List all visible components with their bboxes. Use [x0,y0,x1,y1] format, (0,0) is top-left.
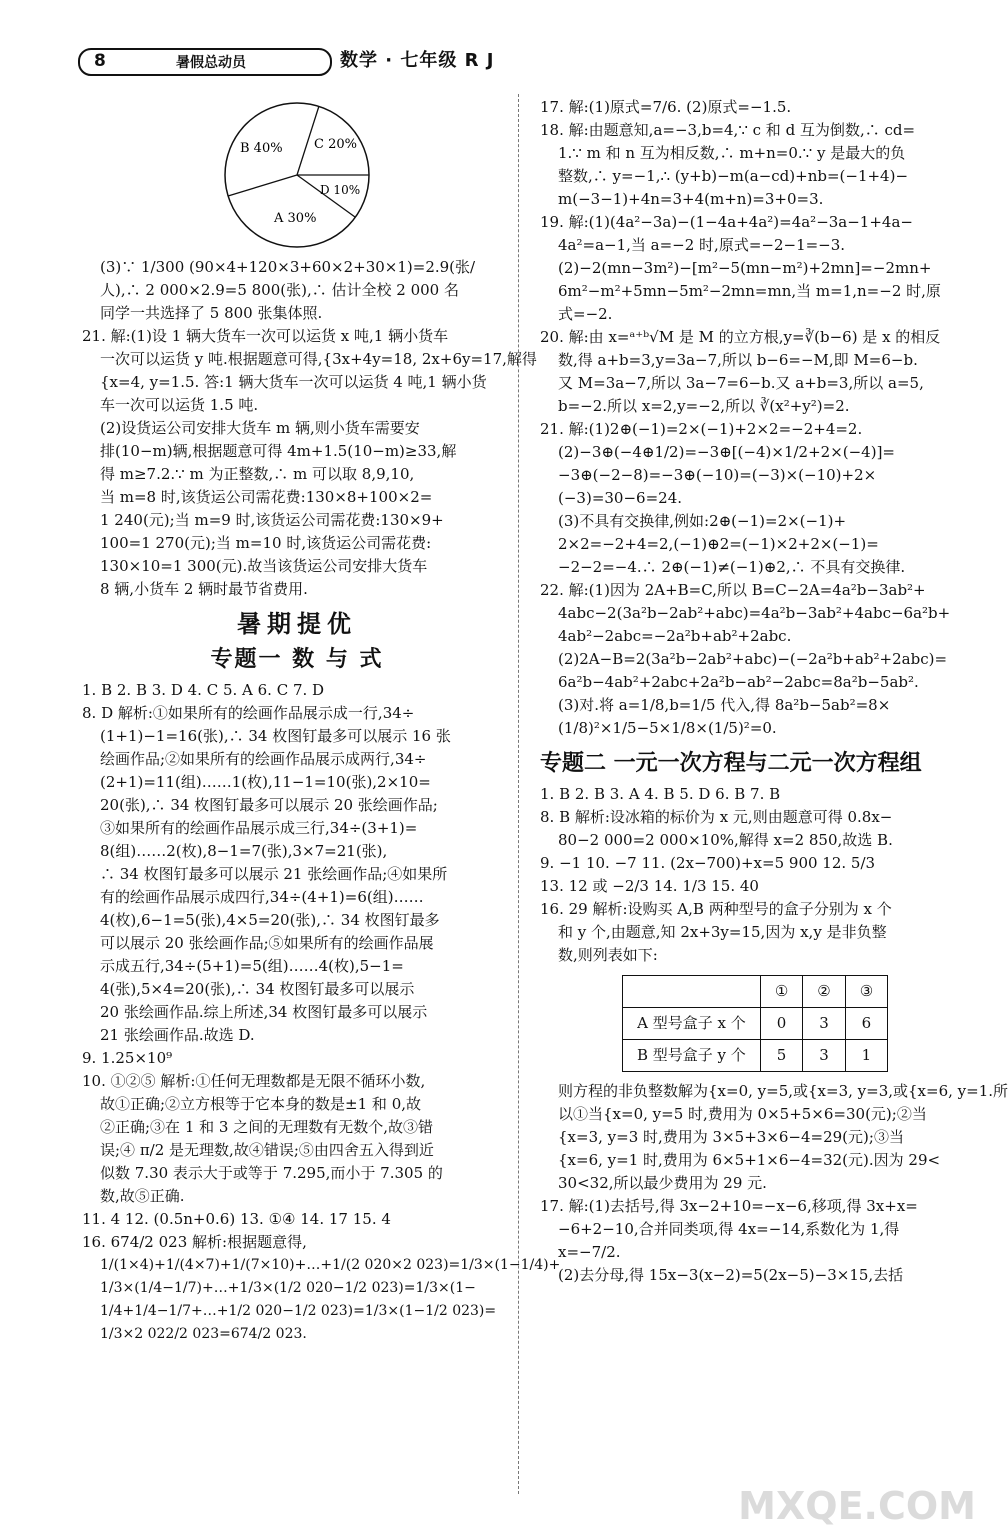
text-line: 30<32,所以最少费用为 29 元. [558,1174,767,1192]
text-line: 21. 解:(1)2⊕(−1)=2×(−1)+2×2=−2+4=2. [540,420,863,438]
text-line: 人),∴ 2 000×2.9=5 800(张),∴ 估计全校 2 000 名 [100,281,459,299]
text-line: 1.∵ m 和 n 互为相反数,∴ m+n=0.∵ y 是最大的负 [558,144,906,162]
text-line: 有的绘画作品展示成四行,34÷(4+1)=6(组)…… [100,888,424,906]
table-cell [623,976,761,1008]
text-line: 误;④ π/2 是无理数,故④错误;⑤由四舍五入得到近 [100,1141,434,1159]
text-line: (2)2A−B=2(3a²b−2ab²+abc)−(−2a²b+ab²+2abc)= [558,650,948,668]
table-cell: 6 [845,1008,887,1040]
right-column [540,96,1008,1287]
left-column [82,96,561,1346]
text-line: 1/3×2 022/2 023=674/2 023. [100,1326,307,1342]
table-cell: 5 [760,1040,802,1072]
text-line: (2)设货运公司安排大货车 m 辆,则小货车需要安 [100,419,420,437]
text-line: (1+1)−1=16(张),∴ 34 枚图钉最多可以展示 16 张 [100,727,451,745]
pie-divider [228,175,297,196]
text-line: 得 m≥7.2.∵ m 为正整数,∴ m 可以取 8,9,10, [100,465,415,483]
text-line: 20. 解:由 x=ᵃ⁺ᵇ√M 是 M 的立方根,y=∛(b−6) 是 x 的相反 [540,328,941,346]
table-row [623,1008,888,1040]
text-line: (2+1)=11(组)……1(枚),11−1=10(张),2×10= [100,773,431,791]
topic-1-answers [82,679,561,1346]
text-line: 18. 解:由题意知,a=−3,b=4,∵ c 和 d 互为倒数,∴ cd= [540,121,916,139]
text-line: −6+2−10,合并同类项,得 4x=−14,系数化为 1,得 [558,1220,900,1238]
topic-2-answers-cont [540,1080,1008,1287]
book-title: 数学 · 七年级 R J [340,50,495,71]
text-line: 4abc−2(3a²b−2ab²+abc)=4a²b−3ab²+4abc−6a²b+ [558,604,951,622]
text-line: {x=6, y=1 时,费用为 6×5+1×6−4=32(元).因为 29< [558,1151,941,1169]
text-line: 4(枚),6−1=5(张),4×5=20(张),∴ 34 枚图钉最多 [100,911,440,929]
topic-2-answers [540,783,968,967]
text-line: 和 y 个,由题意,知 2x+3y=15,因为 x,y 是非负整 [558,923,887,941]
table-cell: 3 [803,1008,845,1040]
text-line: 6a²b−4ab²+2abc+2a²b−ab²−2abc=8a²b−5ab². [558,673,919,691]
text-line: 100=1 270(元);当 m=10 时,该货运公司需花费: [100,534,432,552]
box-count-table [622,975,888,1072]
text-line: (3)对.将 a=1/8,b=1/5 代入,得 8a²b−5ab²=8× [558,696,891,714]
text-line: 车一次可以运货 1.5 吨. [100,396,259,414]
text-line: 9. −1 10. −7 11. (2x−700)+x=5 900 12. 5/3 [540,854,876,872]
text-line: b=−2.所以 x=2,y=−2,所以 ∛(x²+y²)=2. [558,397,850,415]
text-line: 8. B 解析:设冰箱的标价为 x 元,则由题意可得 0.8x− [540,808,893,826]
text-line: 19. 解:(1)(4a²−3a)−(1−4a+4a²)=4a²−3a−1+4a− [540,213,913,231]
pie-chart [222,100,372,250]
text-line: 8. D 解析:①如果所有的绘画作品展示成一行,34÷ [82,704,415,722]
text-line: 数,故⑤正确. [100,1187,185,1205]
text-line: 17. 解:(1)原式=7/6. (2)原式=−1.5. [540,98,792,116]
topic-1-title: 专题一 数 与 式 [210,647,384,672]
page-header [78,42,538,76]
page-number-badge [78,48,332,76]
text-line: 130×10=1 300(元).故当该货运公司安排大货车 [100,557,428,575]
text-line: 4(张),5×4=20(张),∴ 34 枚图钉最多可以展示 [100,980,415,998]
text-line: 同学一共选择了 5 800 张集体照. [100,304,323,322]
text-line: 似数 7.30 表示大于或等于 7.295,而小于 7.305 的 [100,1164,443,1182]
text-line: 10. ①②⑤ 解析:①任何无理数都是无限不循环小数, [82,1072,426,1090]
table-cell: ① [760,976,802,1008]
series-name: 暑假总动员 [176,55,246,71]
section-title: 暑期提优 [237,610,357,638]
text-line: 16. 29 解析:设购买 A,B 两种型号的盒子分别为 x 个 [540,900,892,918]
text-line: 4a²=a−1,当 a=−2 时,原式=−2−1=−3. [558,236,846,254]
text-line: 则方程的非负整数解为{x=0, y=5,或{x=3, y=3,或{x=6, y=1.所 [558,1082,1008,1100]
text-line: (3)不具有交换律,例如:2⊕(−1)=2×(−1)+ [558,512,847,530]
text-line: (2)−2(mn−3m²)−[m²−5(mn−m²)+2mn]=−2mn+ [558,259,932,277]
table-cell: ② [803,976,845,1008]
table-cell: 0 [760,1008,802,1040]
text-line: 又 M=3a−7,所以 3a−7=6−b.又 a+b=3,所以 a=5, [558,374,924,392]
text-line: 21. 解:(1)设 1 辆大货车一次可以运货 x 吨,1 辆小货车 [82,327,449,345]
text-line: 8(组)……2(枚),8−1=7(张),3×7=21(张), [100,842,388,860]
text-line: 1/4+1/4−1/7+…+1/2 020−1/2 023)=1/3×(1−1/2 023)= [100,1303,497,1319]
text-line: 8 辆,小货车 2 辆时最节省费用. [100,580,308,598]
text-line: 排(10−m)辆,根据题意可得 4m+1.5(10−m)≥33,解 [100,442,457,460]
watermark: MXQE.COM [738,1484,976,1528]
pie-label-c: C 20% [314,137,357,152]
text-line: 11. 4 12. (0.5n+0.6) 13. ①④ 14. 17 15. 4 [82,1210,391,1228]
text-line: {x=4, y=1.5. 答:1 辆大货车一次可以运货 4 吨,1 辆小货 [100,373,487,391]
text-line: 以①当{x=0, y=5 时,费用为 0×5+5×6=30(元);②当 [558,1105,927,1123]
text-line: 绘画作品;②如果所有的绘画作品展示成两行,34÷ [100,750,427,768]
text-line: 6m²−m²+5mn−5m²−2mn=mn,当 m=1,n=−2 时,原 [558,282,941,300]
text-line: −2−2=−4.∴ 2⊕(−1)≠(−1)⊕2,∴ 不具有交换律. [558,558,906,576]
pie-label-d: D 10% [320,183,361,197]
topic-2-title: 专题二 一元一次方程与二元一次方程组 [540,751,922,776]
text-line: 1/3×(1/4−1/7)+…+1/3×(1/2 020−1/2 023)=1/3×(1− [100,1280,476,1296]
text-line: ③如果所有的绘画作品展示成三行,34÷(3+1)= [100,819,418,837]
text-line: 1 240(元);当 m=9 时,该货运公司需花费:130×9+ [100,511,444,529]
text-line: 一次可以运货 y 吨.根据题意可得,{3x+4y=18, 2x+6y=17,解得 [100,350,537,368]
text-line: 数,则列表如下: [558,946,658,964]
text-line: (2)去分母,得 15x−3(x−2)=5(2x−5)−3×15,去括 [558,1266,904,1284]
text-line: x=−7/2. [558,1243,621,1261]
answers-17-22 [540,96,968,740]
text-line: 故①正确;②立方根等于它本身的数是±1 和 0,故 [100,1095,422,1113]
text-line: 数,得 a+b=3,y=3a−7,所以 b−6=−M,即 M=6−b. [558,351,918,369]
text-line: 20(张),∴ 34 枚图钉最多可以展示 20 张绘画作品; [100,796,438,814]
text-line: m(−3−1)+4n=3+4(m+n)=3+0=3. [558,190,824,208]
pie-label-a: A 30% [274,211,317,226]
text-line: 22. 解:(1)因为 2A+B=C,所以 B=C−2A=4a²b−3ab²+ [540,581,926,599]
text-line: 1. B 2. B 3. D 4. C 5. A 6. C 7. D [82,681,325,699]
text-line: ∴ 34 枚图钉最多可以展示 21 张绘画作品;④如果所 [100,865,448,883]
table-cell: 1 [845,1040,887,1072]
page-number: 8 [94,51,106,71]
text-line: 可以展示 20 张绘画作品;⑤如果所有的绘画作品展 [100,934,434,952]
text-line: 2×2=−2+4=2,(−1)⊕2=(−1)×2+2×(−1)= [558,535,879,553]
column-divider [518,94,519,1494]
text-line: 13. 12 或 −2/3 14. 1/3 15. 40 [540,877,759,895]
text-line: 9. 1.25×10⁹ [82,1049,173,1067]
text-line: 式=−2. [558,305,613,323]
table-cell: B 型号盒子 y 个 [623,1040,761,1072]
pie-label-b: B 40% [240,141,283,156]
text-line: 20 张绘画作品.综上所述,34 枚图钉最多可以展示 [100,1003,428,1021]
table-cell: 3 [803,1040,845,1072]
text-line: 当 m=8 时,该货运公司需花费:130×8+100×2= [100,488,433,506]
text-line: 1/(1×4)+1/(4×7)+1/(7×10)+…+1/(2 020×2 023)=1/3×(1−1/4)+ [100,1257,561,1273]
text-line: 17. 解:(1)去括号,得 3x−2+10=−x−6,移项,得 3x+x= [540,1197,918,1215]
text-line: (2)−3⊕(−4⊕1/2)=−3⊕[(−4)×1/2+2×(−4)]= [558,443,895,461]
table-header-row [623,976,888,1008]
text-line: −3⊕(−2−8)=−3⊕(−10)=(−3)×(−10)+2× [558,466,877,484]
text-line: (3)∵ 1/300 (90×4+120×3+60×2+30×1)=2.9(张/ [100,258,476,276]
text-line: 1. B 2. B 3. A 4. B 5. D 6. B 7. B [540,785,781,803]
text-line: 示成五行,34÷(5+1)=5(组)……4(枚),5−1= [100,957,404,975]
text-line: (−3)=30−6=24. [558,489,683,507]
text-line: 整数,∴ y=−1,∴ (y+b)−m(a−cd)+nb=(−1+4)− [558,167,909,185]
text-line: (1/8)²×1/5−5×1/8×(1/5)²=0. [558,719,777,737]
text-line: 4ab²−2abc=−2a²b+ab²+2abc. [558,627,792,645]
table-row [623,1040,888,1072]
text-line: ②正确;③在 1 和 3 之间的无理数有无数个,故③错 [100,1118,433,1136]
text-line: {x=3, y=3 时,费用为 3×5+3×6−4=29(元);③当 [558,1128,904,1146]
table-cell: A 型号盒子 x 个 [623,1008,761,1040]
text-line: 21 张绘画作品.故选 D. [100,1026,255,1044]
text-line: 16. 674/2 023 解析:根据题意得, [82,1233,307,1251]
table-cell: ③ [845,976,887,1008]
answer-block-20-21 [82,256,537,601]
text-line: 80−2 000=2 000×10%,解得 x=2 850,故选 B. [558,831,893,849]
